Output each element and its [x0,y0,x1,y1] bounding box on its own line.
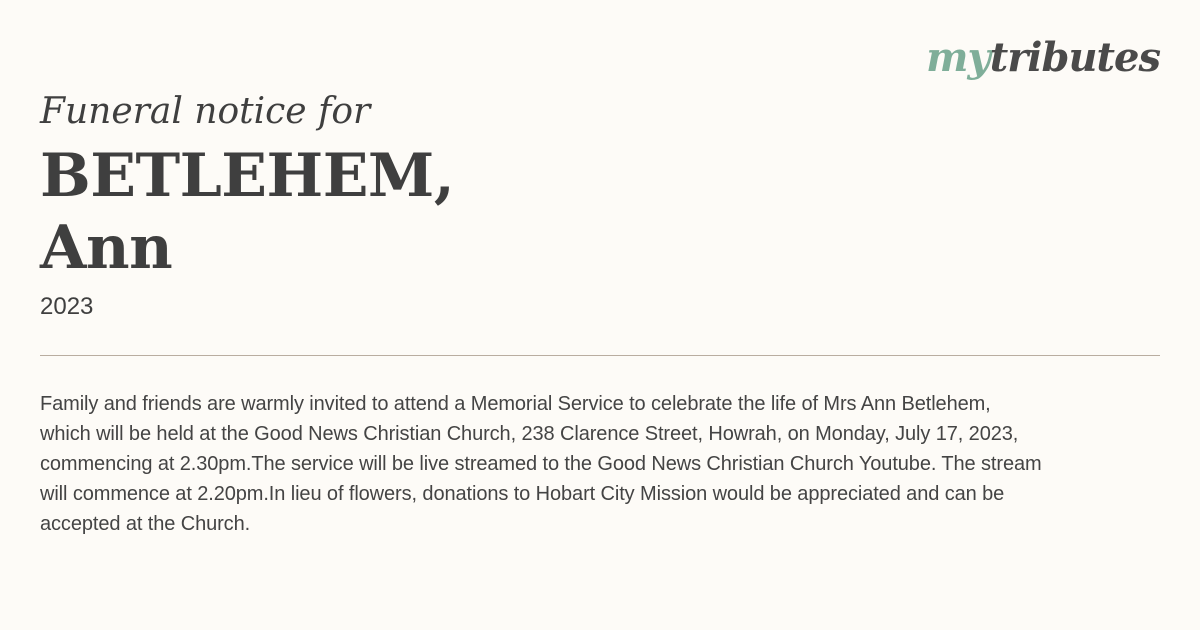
notice-label: Funeral notice for [40,91,371,132]
deceased-surname: BETLEHEM, [40,141,455,211]
divider [40,355,1160,356]
logo-suffix: tributes [989,34,1160,81]
deceased-name [40,140,454,284]
mytributes-logo[interactable] [926,34,1160,82]
notice-year: 2023 [40,293,94,320]
logo-prefix: my [926,34,990,81]
deceased-given-name: Ann [40,213,173,283]
notice-body-text: Family and friends are warmly invited to attend a Memorial Service to celebrate the life of Mrs Ann Betlehem, which will be held at the Good News Christian Church, 238 Clarence Street, Howrah, on Monday, July 17, 2023, commencing at 2.30pm.The service will be live streamed to the Good News Christian Church Youtube. The stream will commence at 2.20pm.In lieu of flowers, donations to Hobart City Mission would be appreciated and can be accepted at the Church. [40,393,1042,535]
